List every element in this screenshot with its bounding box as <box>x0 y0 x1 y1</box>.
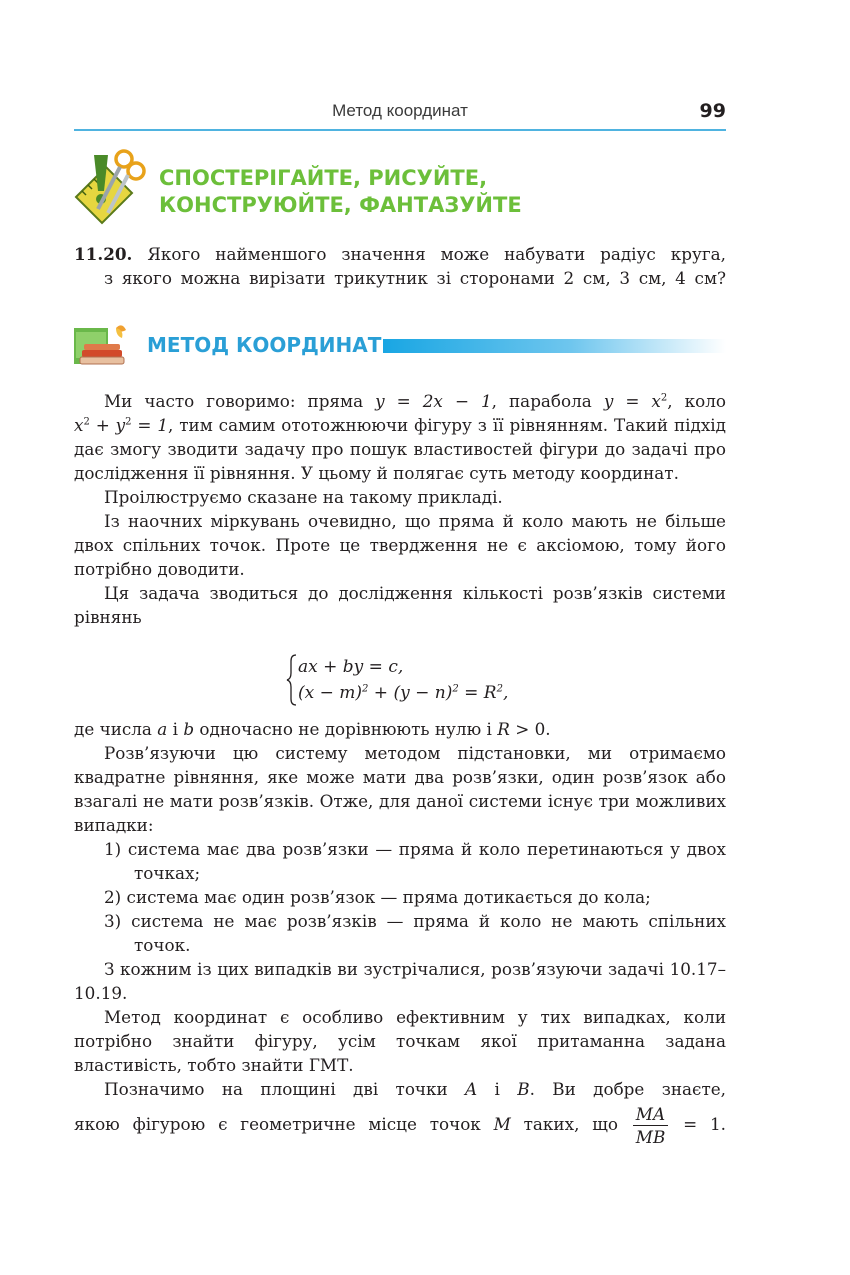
p9-line1: Позначимо на площині дві точки A і B. Ви добре знаєте, <box>104 1079 726 1099</box>
section-observe-title-line1: СПОСТЕРІГАЙТЕ, РИСУЙТЕ, <box>159 166 488 190</box>
task-line2: з якого можна вирізати трикутник зі сторонами 2 см, 3 см, 4 см? <box>104 268 726 288</box>
page-number: 99 <box>699 100 726 122</box>
running-title: Метод координат <box>332 101 468 120</box>
p7: З кожним із цих випадків ви зустрічалися, розв’язуючи задачі 10.17–10.19. <box>74 959 726 1003</box>
p3: Із наочних міркувань очевидно, що пряма й коло мають не більше двох спільних точок. Проте це твердження не є аксіомою, тому його потрібно доводити. <box>74 511 726 579</box>
list-item-1: 1) система має два розв’язки — пряма й коло перетинаються у двох точках; <box>104 839 726 883</box>
p8: Метод координат є особливо ефективним у тих випадках, коли потрібно знайти фігуру, усім точкам якої притаманна задана властивість, тобто знайти ГМТ. <box>74 1007 726 1075</box>
p5: де числа a і b одночасно не дорівнюють нулю і R > 0. <box>74 719 551 739</box>
p1-line1: Ми часто говоримо: пряма y = 2x − 1, парабола $y = x^2$, коло <box>104 391 726 411</box>
list-item-3: 3) система не має розв’язків — пряма й коло не мають спільних точок. <box>104 911 726 955</box>
p2: Проілюструємо сказане на такому прикладі. <box>104 487 503 507</box>
p4: Ця задача зводиться до дослідження кількості розв’язків системи рівнянь <box>74 583 726 627</box>
header-rule <box>74 129 726 131</box>
list-item-2: 2) система має один розв’язок — пряма дотикається до кола; <box>104 887 651 907</box>
system-line1: ax + by = c, <box>298 657 404 677</box>
section-observe-title <box>159 165 719 219</box>
fraction-ma-mb: $\frac{MA}{MB}$ <box>633 1103 669 1148</box>
p6: Розв’язуючи цю систему методом підстановки, ми отримаємо квадратне рівняння, яке може мати два розв’язки, один розв’язок або взагалі не мати розв’язків. Отже, для даної системи існує три можливих випадки: <box>74 743 726 835</box>
task-block <box>74 242 726 290</box>
p9-line2: якою фігурою є геометричне місце точок M таких, що $\frac{MA}{MB}$ = 1. <box>74 1104 727 1147</box>
task-line1 <box>74 242 726 266</box>
section-observe-title-line2: КОНСТРУЮЙТЕ, ФАНТАЗУЙТЕ <box>159 193 522 217</box>
equation-system <box>288 654 508 706</box>
scissors-ruler-icon <box>72 147 150 225</box>
task-text-line1: Якого найменшого значення може набувати радіус круга, <box>132 244 726 264</box>
main-text-2 <box>74 717 726 1148</box>
main-text <box>74 389 726 629</box>
section-method-title: МЕТОД КООРДИНАТ <box>147 333 382 357</box>
books-butterfly-icon <box>72 322 132 370</box>
section-method-bar <box>383 339 726 353</box>
task-number: 11.20. <box>74 244 133 264</box>
system-line2: $(x - m)^2 + (y - n)^2 = R^2$, <box>298 683 509 703</box>
p1-rest: $x^2 + y^2 = 1$, тим самим ототожнюючи фігуру з її рівнянням. Такий підхід дає змогу зводити задачу про пошук властивостей фігури до задачі про дослідження її рівняння. У цьому й полягає суть методу координат. <box>74 415 726 483</box>
